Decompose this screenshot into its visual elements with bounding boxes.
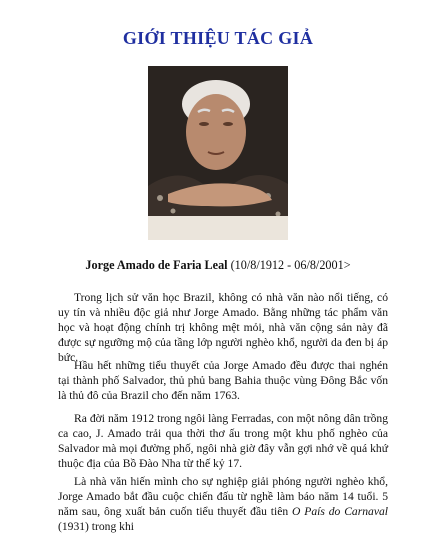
paragraph-3: Ra đời năm 1912 trong ngôi làng Ferradas, con một nông dân trồng ca cao, J. Amado trải qua thời thơ ấu trong một khu phố nghèo của Salvador mà mọi đường phố, ngôi nhà giờ đây vẫn gợi nhớ về quá khứ thuộc địa của Bồ Đào Nha từ thế kỷ 17. <box>58 412 388 470</box>
author-portrait <box>148 66 288 240</box>
paragraph-2: Hầu hết những tiểu thuyết của Jorge Amado đều được thai nghén tại thành phố Salvador, thủ phủ bang Bahia thuộc vùng Đông Bắc vốn là thủ đô của Brazil cho đến năm 1763. <box>58 359 388 402</box>
author-dates: (10/8/1912 - 06/8/2001> <box>227 258 351 272</box>
paragraph-4 <box>58 474 388 534</box>
novel-title: O País do Carnaval <box>292 505 388 518</box>
author-caption <box>0 258 436 273</box>
author-name: Jorge Amado de Faria Leal <box>85 258 228 272</box>
paragraph-4-tail: (1931) trong khi <box>58 520 134 533</box>
paragraph-4-text: Là nhà văn hiến mình cho sự nghiệp giải phóng người nghèo khổ, Jorge Amado bắt đầu cuộc chiến đấu từ nghề làm báo năm 14 tuổi. 5 năm sau, ông xuất bản cuốn tiểu thuyết đầu tiên <box>58 475 388 518</box>
paragraph-1: Trong lịch sử văn học Brazil, không có nhà văn nào nổi tiếng, có uy tín và nhiều độc giả như Jorge Amado. Bằng những tác phẩm văn học và hoạt động chính trị không mệt mỏi, nhà văn cộng sản này đã được sự ngưỡng mộ của tầng lớp người nghèo khổ, người da đen bị áp bức. <box>58 291 388 364</box>
page-title: GIỚI THIỆU TÁC GIẢ <box>122 28 314 48</box>
